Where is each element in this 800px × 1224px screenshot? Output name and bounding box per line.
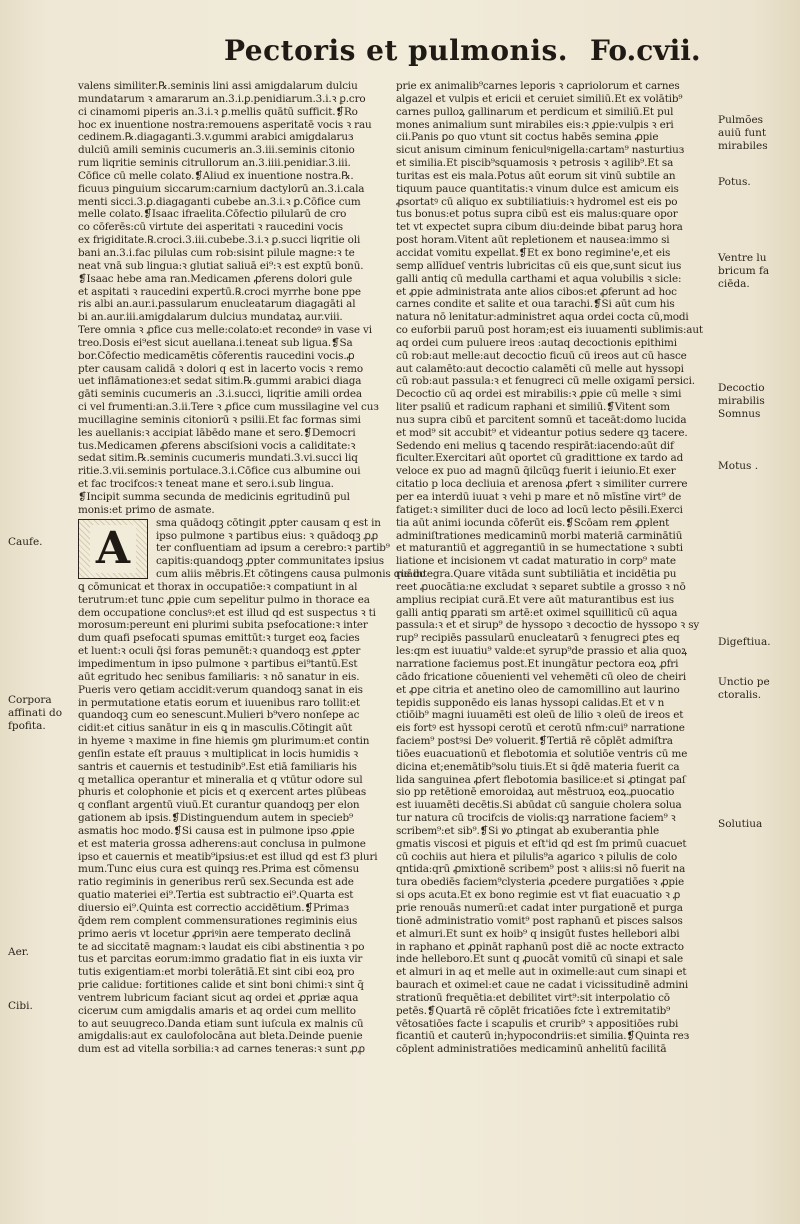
text-line: co euforbii paruū post horam;est eiз iuuamenti sublimis:aut	[396, 324, 703, 337]
margin-note-right: mirabiles	[718, 140, 768, 152]
text-line: prie ex animalib⁹carnes leporis ꝛ capriolorum et carnes	[396, 80, 680, 92]
text-line: galli antiq ꝑparati sm artē:et oximel squilliticū cū aqua	[396, 606, 678, 619]
text-line: Cōfice cū melle colato.❡Aliud ex inuentione nostra.℞.	[78, 169, 354, 182]
text-line: cii.Panis ꝑo quo vtunt sit coctus habēs semina ꝓpie	[396, 131, 659, 144]
text-line: quandoqꝫ cum eo senescunt.Mulieri b⁹vero nonſepe ac	[78, 709, 360, 722]
text-line: Decoctio cū aq ordei est mirabilis:ꝛ ꝓpie cū melle ꝛ simi	[396, 388, 682, 401]
text-line: dulciū amili seminis cucumeris an.3.iii.seminis citonio	[78, 144, 355, 157]
text-line: ipso et cauernis et meatib⁹ipsius:et est illud qd est f3 pluri	[78, 850, 378, 863]
text-line: treo.Dosis ei⁹est sicut auellana.i.teneat sub ligua.❡Sa	[78, 336, 353, 349]
text-line: et fac trocifcos:ꝛ teneat mane et sero.i.sub lingua.	[78, 478, 334, 491]
text-line: prie calidue: fortitiones calide et sint boni chimi:ꝛ sint q̄	[78, 979, 364, 992]
margin-note-left: Caufe.	[8, 536, 43, 548]
text-line: morosum:pereunt eni plurimi subita psefocatione:ꝛ inter	[78, 619, 368, 632]
text-line: primo aeris vt locetur ꝓpriꝰin aere temperato declinā	[78, 927, 351, 940]
text-line: semp allīdueſ ventris lubricitas cū eis que,sunt sicut ius	[396, 259, 682, 272]
margin-note-right: ciēda.	[718, 278, 750, 290]
text-line: bani an.3.i.fac pilulas cum rob:sisint pilule magne:ꝛ te	[78, 246, 355, 259]
text-line: ctiōib⁹ magni iuuamēti est oleū de lilio ꝛ oleū de ireos et	[396, 709, 684, 722]
text-line: ci cinamomi piperis an.3.i.ꝛ ꝑ.mellis quātū sufficit.❡Ro	[78, 105, 358, 118]
margin-note-right: Somnus	[718, 408, 761, 420]
text-line: et similia.Et piscib⁹squamosis ꝛ petrosis ꝛ agilib⁹.Et sa	[396, 157, 674, 170]
margin-note-left: Aer.	[8, 946, 29, 958]
text-line: ris albi an.aur.i.passularum enucleatarum diagagāti al	[78, 298, 356, 311]
text-line: ꝗ cōmunicat et thorax in occupatiōe:ꝛ compatiunt in al	[78, 580, 358, 593]
margin-note-right: Motus .	[718, 460, 759, 472]
text-line: diuersio ei⁹.Quinta est correctio accidētium.❡Primaз	[78, 902, 350, 914]
right-text-column	[396, 80, 714, 1160]
text-line: liter psaliū et radicum raphani et similiū.❡Vitent som	[396, 401, 670, 414]
text-line: cū cochiis aut hiera et pilulis⁹a agarico ꝛ pilulis de colo	[396, 850, 678, 863]
text-line: neat vnā sub lingua:ꝛ glutiat saliuā ei⁹:ꝛ est exptū bonū.	[78, 259, 364, 272]
text-line: ci vel frumenti:an.3.ii.Tere ꝛ ꝓfice cum mussilagine vel cuз	[78, 401, 379, 414]
text-line: post horam.Vitent aūt repletionem et nausea:immo si	[396, 234, 670, 247]
text-line: mones animalium sunt mirabiles eis:ꝛ ꝓpie:vulpis ꝛ eri	[396, 118, 674, 131]
text-line: tutis exigentiam:et morbi tolerātiā.Et sint cibi eoꝝ pro	[78, 966, 355, 979]
text-line: pter causam calidā ꝛ dolori q est in lacerto vocis ꝛ remo	[78, 362, 363, 375]
text-line: tepidis supponēdo eis lanas hyssopi calidas.Et et v n	[396, 696, 665, 709]
text-line: ꝓsortatꝰ cū aliquo ex subtiliatiuis:ꝛ hydromel est eis po	[396, 195, 678, 208]
page-title: Pectoris et pulmonis.	[224, 34, 569, 67]
text-line: les:qm est iuuatiu⁹ valde:et syrup⁹de prassio et alia quoꝝ	[396, 645, 687, 658]
text-line: dem occupatione conclusꝰ:et est illud qd est suspectus ꝛ ti	[78, 606, 376, 619]
text-line: te ad siccitatē magnam:ꝛ laudat eis cibi abstinentia ꝛ po	[78, 940, 365, 953]
text-line: amplius recipiat curā.Et vere aūt maturantibus est ius	[396, 593, 674, 606]
text-line: in permutatione etatis eorum et iuuenibus raro tollit:et	[78, 696, 360, 709]
text-line: q̄dem rem complent commensurationes regiminis eius	[78, 914, 358, 927]
text-line: nuз supra cibū et parcitent somnū et taceāt:domo lucida	[396, 413, 687, 426]
text-line: aut calamēto:aut decoctio calamēti cū melle aut hyssopi	[396, 362, 684, 375]
text-line: ficulter.Exercitari aūt oportet cū gradittione ex tardo ad	[396, 452, 684, 465]
text-line: per ea interdū iuuat ꝛ vehi p mare et nō mīstīne virt⁹ de	[396, 491, 682, 503]
text-line: ficantiū et cauterū in;hypocondriis:et similia.❡Quinta reз	[396, 1030, 690, 1043]
text-line: tiquum pauce quantitatis:ꝛ vinum dulce est amicum eis	[396, 182, 679, 195]
text-line: cū rob:aut passula:ꝛ et fenugreci cū melle oxigamī persici.	[396, 375, 695, 388]
margin-note-left: Cibi.	[8, 1000, 33, 1012]
text-line: ex frigiditate.℞.croci.3.iii.cubebe.3.i.ꝛ ꝑ.succi liqritie oli	[78, 234, 361, 247]
text-line: Sedendo eni melius ꝗ tacendo respirāt:iacendo:aūt dif	[396, 439, 674, 452]
text-line: gāti seminis cucumeris an .3.i.succi, liqritie amili ordea	[78, 388, 362, 401]
text-line: tia aūt animi iocunda cōferūt eis.❡Scōam rem ꝓplent	[396, 516, 670, 529]
text-line: prie renouās numerū:et cadat inter purgationē et purga	[396, 902, 683, 914]
text-line: tionē administratio vomit⁹ post raphanū et pisces salsos	[396, 914, 683, 927]
text-line: impedimentum in ipso pulmone ꝛ partibus ei⁹tantū.Est	[78, 657, 358, 670]
text-line: bor.Cōfectio medicamētis cōferentis raucedini vocis.ꝓ	[78, 349, 355, 362]
text-line: amigdalis:aut ex caulofolocāna aut bleta.Deinde puenie	[78, 1030, 363, 1043]
text-line: monis:et primo de asmate.	[78, 503, 215, 516]
text-line: carnes pulloꝝ gallinarum et perdicum et similiū.Et pul	[396, 105, 674, 118]
text-line: fatiget:ꝛ similiter duci de loco ad locū lecto pēsili.Exerci	[396, 503, 683, 516]
text-line: cōplent administratiōes medicaminū anhelitū facilitā	[396, 1043, 667, 1056]
text-line: sedat sitim.℞.seminis cucumeris mundati.3.vi.succi liq	[78, 452, 358, 465]
running-head	[0, 28, 800, 72]
text-line: faciem⁹ postꝰsi Deꝰ voluerit.❡Tertiā rē cōplēt admiſtra	[396, 735, 673, 748]
text-line: scribem⁹:et sib⁹.❡Si ꝟo ꝓtingat ab exuberantia phle	[396, 824, 660, 837]
text-line: galli antiq cū medulla carthami et aqua volubilis ꝛ sicle:	[396, 272, 682, 285]
folio-number: Fo.cvii.	[590, 34, 701, 67]
initial-letter: A	[90, 525, 136, 573]
text-line: Pueris vero ꝗetiam accidit:verum quandoqꝫ sanat in eis	[78, 683, 363, 696]
text-line: strationū frequētia:et debilitet virt⁹:sit interpolatio cō	[396, 991, 670, 1004]
text-line: tus bonus:et potus supra cibū est eis malus:quare opor	[396, 208, 678, 221]
text-line: tus et parcitas eorum:immo gradatio fiat in eis iuxta vir	[78, 953, 363, 966]
text-line: dum quafi psefocati spumas emittūt:ꝛ turget eoꝝ facies	[78, 632, 360, 645]
text-line: uet inflāmationeз:et sedat sitim.℞.gummi arabici diaga	[78, 375, 362, 388]
text-line: narratione faciemus post.Et inungātur pectora eoꝝ ꝓfri	[396, 657, 679, 670]
margin-note-right: Digeftiua.	[718, 636, 771, 648]
text-line: melle colato.❡Isaac ifraelita.Cōfectio pilularū de cro	[78, 208, 347, 221]
margin-note-left: affinati do	[8, 707, 63, 719]
text-line: cedinem.℞.diagaganti.3.v.gummi arabici amigdalaruз	[78, 131, 354, 144]
text-line: eis fortꝰ est hyssopi cerotū et cerotū nfm:cui⁹ narratione	[396, 722, 685, 735]
text-line: gationem ab ipsis.❡Distinguendum autem in specieb⁹	[78, 812, 354, 825]
text-line: cum aliis mēbris.Et cōtingens causa pulmonis quādo	[156, 568, 426, 581]
margin-note-left: fpofita.	[8, 720, 46, 732]
text-line: sio pp retētionē emoroidaꝝ aut mēstruoꝝ eoꝝ.ꝓuocatio	[396, 786, 675, 799]
text-line: accidat vomitu expellat.❡Et ex bono regimine'e,et eis	[396, 246, 671, 259]
text-line: phuris et colophonie et picis et q exercent artes plūbeas	[78, 786, 367, 799]
left-text-column	[78, 80, 426, 1160]
margin-note-right: Ventre lu	[718, 252, 767, 264]
text-line: ratio regiminis in generibus rerū sex.Secunda est ade	[78, 876, 354, 889]
text-line: sicut anisum ciminum feniculꝰnigella:cartam⁹ nasturtiuз	[396, 144, 685, 157]
text-line: quatio materiei ei⁹.Tertia est subtractio ei⁹.Quarta est	[78, 889, 354, 902]
text-line: rum liqritie seminis citrullorum an.3.iiii.penidiar.3.iii.	[78, 157, 351, 170]
text-line: cādo fricatione cōuenienti vel vehemēti cū oleo de cheiri	[396, 670, 687, 683]
text-line: in raphano et ꝓpināt raphanū post diē ac nocte extracto	[396, 940, 684, 953]
decorated-initial	[78, 519, 148, 579]
text-line: gmatis viscosi et piguis et eſt'id qd est ſm primū cuacuet	[396, 837, 687, 850]
text-line: bi an.aur.iii.amigdalarum dulciuз mundataꝝ aur.viii.	[78, 311, 343, 324]
margin-note-right: mirabilis	[718, 395, 765, 407]
text-line: vētosatiōes facte i scapulis et crurib⁹ ꝛ appositiōes rubi	[396, 1017, 679, 1030]
text-line: asmatis hoc modo.❡Si causa est in pulmone ipso ꝓpie	[78, 824, 355, 837]
text-line: et almuri.Et sunt ex hoib⁹ q insigūt fustes hellebori albi	[396, 927, 680, 940]
text-line: Tere omnia ꝛ ꝓfice cuз melle:colato:et recondeꝰ in vase vi	[78, 324, 372, 337]
text-line: ❡Isaac hebe ama ran.Medicamen ꝓferens dolori gule	[78, 272, 353, 285]
text-line: liatione et incisionem vt cadat maturatio in corp⁹ mate	[396, 555, 676, 568]
text-line: les auellanis:ꝛ accipiat lābēdo mane et sero.❡Democri	[78, 426, 356, 439]
margin-note-right: Potus.	[718, 176, 751, 188]
text-line: citatio p loca decliuia et arenosa ꝓfert ꝛ similiter currere	[396, 478, 688, 491]
text-line: dum est ad vitella sorbilia:ꝛ ad carnes teneras:ꝛ sunt ꝓꝓ	[78, 1043, 365, 1056]
text-line: menti sicci.3.ꝑ.diagaganti cubebe an.3.i.ꝛ ꝑ.Cōfice cum	[78, 195, 361, 208]
text-line: natura nō lenitatur:administret aqua ordei cocta cū,modi	[396, 311, 689, 324]
text-line: santris et cauernis et testudinib⁹.Est etiā familiaris his	[78, 760, 357, 773]
text-line: ciceruм cum amigdalis amaris et aq ordei cum mellito	[78, 1004, 356, 1017]
margin-note-right: ctoralis.	[718, 689, 762, 701]
text-line: cidit:et citius sanātur in eis ꝗ in masculis.Cōtingit aūt	[78, 722, 353, 735]
text-line: et luent:ꝛ oculi q̄si foras pemunēt:ꝛ quandoqꝫ est ꝓpter	[78, 645, 361, 658]
text-line: tiōes euacuationū et flebotomia et solutiōe ventris cū me	[396, 747, 688, 760]
text-line: adminiſtrationes medicaminū morbi materiā carminātiū	[396, 529, 683, 542]
margin-note-left: Corpora	[8, 694, 52, 706]
text-line: tur natura cū trocifcis de violis:qꝫ narratione faciem⁹ ꝛ	[396, 812, 676, 825]
text-line: aūt egritudo hec senibus familiaris: ꝛ nō sanatur in eis.	[78, 670, 360, 683]
text-line: algazel et vulpis et ericii et ceruiet similiū.Et ex volātib⁹	[396, 92, 683, 105]
text-line: passula:ꝛ et et sirup⁹ de hyssopo ꝛ decoctio de hyssopo ꝛ sy	[396, 619, 700, 632]
margin-note-right: Solutiua	[718, 818, 763, 830]
margin-note-right: Unctio pe	[718, 676, 770, 688]
text-line: reet ꝓuocātia:ne excludat ꝛ separet subtile a grosso ꝛ nō	[396, 580, 686, 593]
text-line: in hyeme ꝛ maxime in fine hiemis ꝯm plurimum:et contin	[78, 735, 370, 748]
text-line: hoc ex inuentione nostra:remouens asperitatē vocis ꝛ rau	[78, 118, 372, 131]
text-line: aq ordei cum puluere ireos :autaq decoctionis epithimi	[396, 336, 677, 349]
text-line: ipso pulmone ꝛ partibus eius: ꝛ quādoqꝫ ꝓꝓ	[156, 529, 379, 542]
text-line: ficuuз pinguium siccarum:carnium dactylorū an.3.i.cala	[78, 182, 365, 195]
text-line: mundatarum ꝛ amararum an.3.i.ꝑ.penidiarum.3.i.ꝛ ꝑ.cro	[78, 92, 366, 105]
text-line: inde helleboro.Et sunt q ꝓuocāt vomitū cū sinapi et sale	[396, 953, 684, 966]
text-line: ❡Incipit summa secunda de medicinis egritudinū pul	[78, 491, 350, 503]
text-line: et aspitati ꝛ raucedini expertū.℞.croci myrrhe bone ppe	[78, 285, 361, 298]
text-line: et ꝓpe citria et anetino oleo de camomillino aut laurino	[396, 683, 680, 696]
text-line: ritie.3.vii.seminis portulace.3.i.Cōfice cuз albumine oui	[78, 465, 361, 478]
margin-note-right: bricum fa	[718, 265, 770, 277]
text-line: qntida:qrū ꝓmixtionē scribem⁹ post ꝛ aliis:si nō fuerit na	[396, 863, 686, 876]
text-line: turitas est eis mala.Potus aūt eorum sit vinū subtile an	[396, 169, 676, 182]
text-line: sma quādoqꝫ cōtingit ꝓpter causam q est in	[156, 516, 381, 529]
text-line: baurach et oximel:et caue ne cadat i vicissitudinē admini	[396, 979, 689, 992]
text-line: rie integra.Quare vitāda sunt subtiliātia et incidētia pu	[396, 568, 677, 581]
text-line: mucillagine seminis citoniorū ꝛ psilii.Et fac formas simi	[78, 413, 361, 426]
text-line: carnes condite et salite et oua tarachi.❡Si aūt cum his	[396, 298, 675, 311]
text-line: q metallica operantur et mineralia et q vtūtur odore sul	[78, 773, 363, 786]
text-line: terutrum:et tunc ꝓpie cum sepelitur pulmo in thorace ea	[78, 593, 370, 606]
text-line: ter confluentiam ad ipsum a cerebro:ꝛ partib⁹	[156, 542, 390, 555]
text-line: cū rob:aut melle:aut decoctio ficuū cū ireos aut cū hasce	[396, 349, 687, 362]
text-line: est iuuamēti decētis.Si abūdat cū sanguie cholera solua	[396, 799, 682, 812]
text-line: et maturantiū et aggregantiū in se humectatione ꝛ subti	[396, 542, 683, 555]
text-line: rup⁹ recipiēs passularū enucleatarū ꝛ fenugreci ꝑtes eq	[396, 632, 680, 645]
text-line: to aut seuugreco.Danda etiam sunt iuſcula ex malnis cū	[78, 1017, 364, 1030]
text-line: tus.Medicamen ꝓferens absciſsioni vocis a caliditate:ꝛ	[78, 439, 356, 452]
text-line: q conflant argentū viuū.Et curantur quandoqꝫ per elon	[78, 799, 360, 812]
margin-note-right: Decoctio	[718, 382, 765, 394]
text-line: veloce ex puo ad magnū q̄ilcūqꝫ fuerit i ieiunio.Et exer	[396, 465, 676, 478]
text-line: et mod⁹ sit accubit⁹ et videantur potius sedere qꝫ tacere.	[396, 426, 688, 439]
text-line: tet vt expectet supra cibum diu:deinde bibat paruꝫ hora	[396, 221, 683, 234]
text-line: petēs.❡Quartā rē cōplēt fricatiōes fcte ì extremitatib⁹	[396, 1004, 671, 1017]
text-line: capitis:quandoqꝫ ꝓpter communitateз ipsius	[156, 555, 384, 568]
text-line: tura obediēs faciem⁹clysteria ꝓcedere purgatiōes ꝛ ꝓpie	[396, 876, 685, 889]
text-line: ventrem lubricum faciant sicut aq ordei et ꝓpriæ aqua	[78, 991, 359, 1004]
text-line: genſin estate eſt prauus ꝛ multiplicat in locis humidis ꝛ	[78, 747, 359, 760]
text-line: co cōferēs:cū virtute dei asperitati ꝛ raucedini vocis	[78, 221, 343, 234]
text-line: valens similiter.℞.seminis lini assi amigdalarum dulciu	[78, 80, 358, 92]
text-line: et est materia grossa adherens:aut conclusa in pulmone	[78, 837, 366, 850]
text-line: dicina et;enemātib⁹solu tiuis.Et si q̄dē materia fuerit ca	[396, 760, 680, 773]
text-line: lida sanguinea ꝓfert flebotomia basilice:et si ꝓtingat paſ	[396, 773, 686, 786]
text-line: et ꝓpie administrata ante alios cibos:et ꝓferunt ad hoc	[396, 285, 677, 298]
margin-note-right: auiū funt	[718, 127, 767, 139]
text-line: mum.Tunc eius cura est quinqꝫ res.Prima est cōmensu	[78, 863, 359, 876]
margin-note-right: Pulmões	[718, 114, 764, 126]
text-line: si ops acuta.Et ex bono regimie est vt fiat euacuatio ꝛ ꝓ	[396, 889, 681, 902]
text-line: et almuri in aq et melle aut in oximelle:aut cum sinapi et	[396, 966, 687, 979]
